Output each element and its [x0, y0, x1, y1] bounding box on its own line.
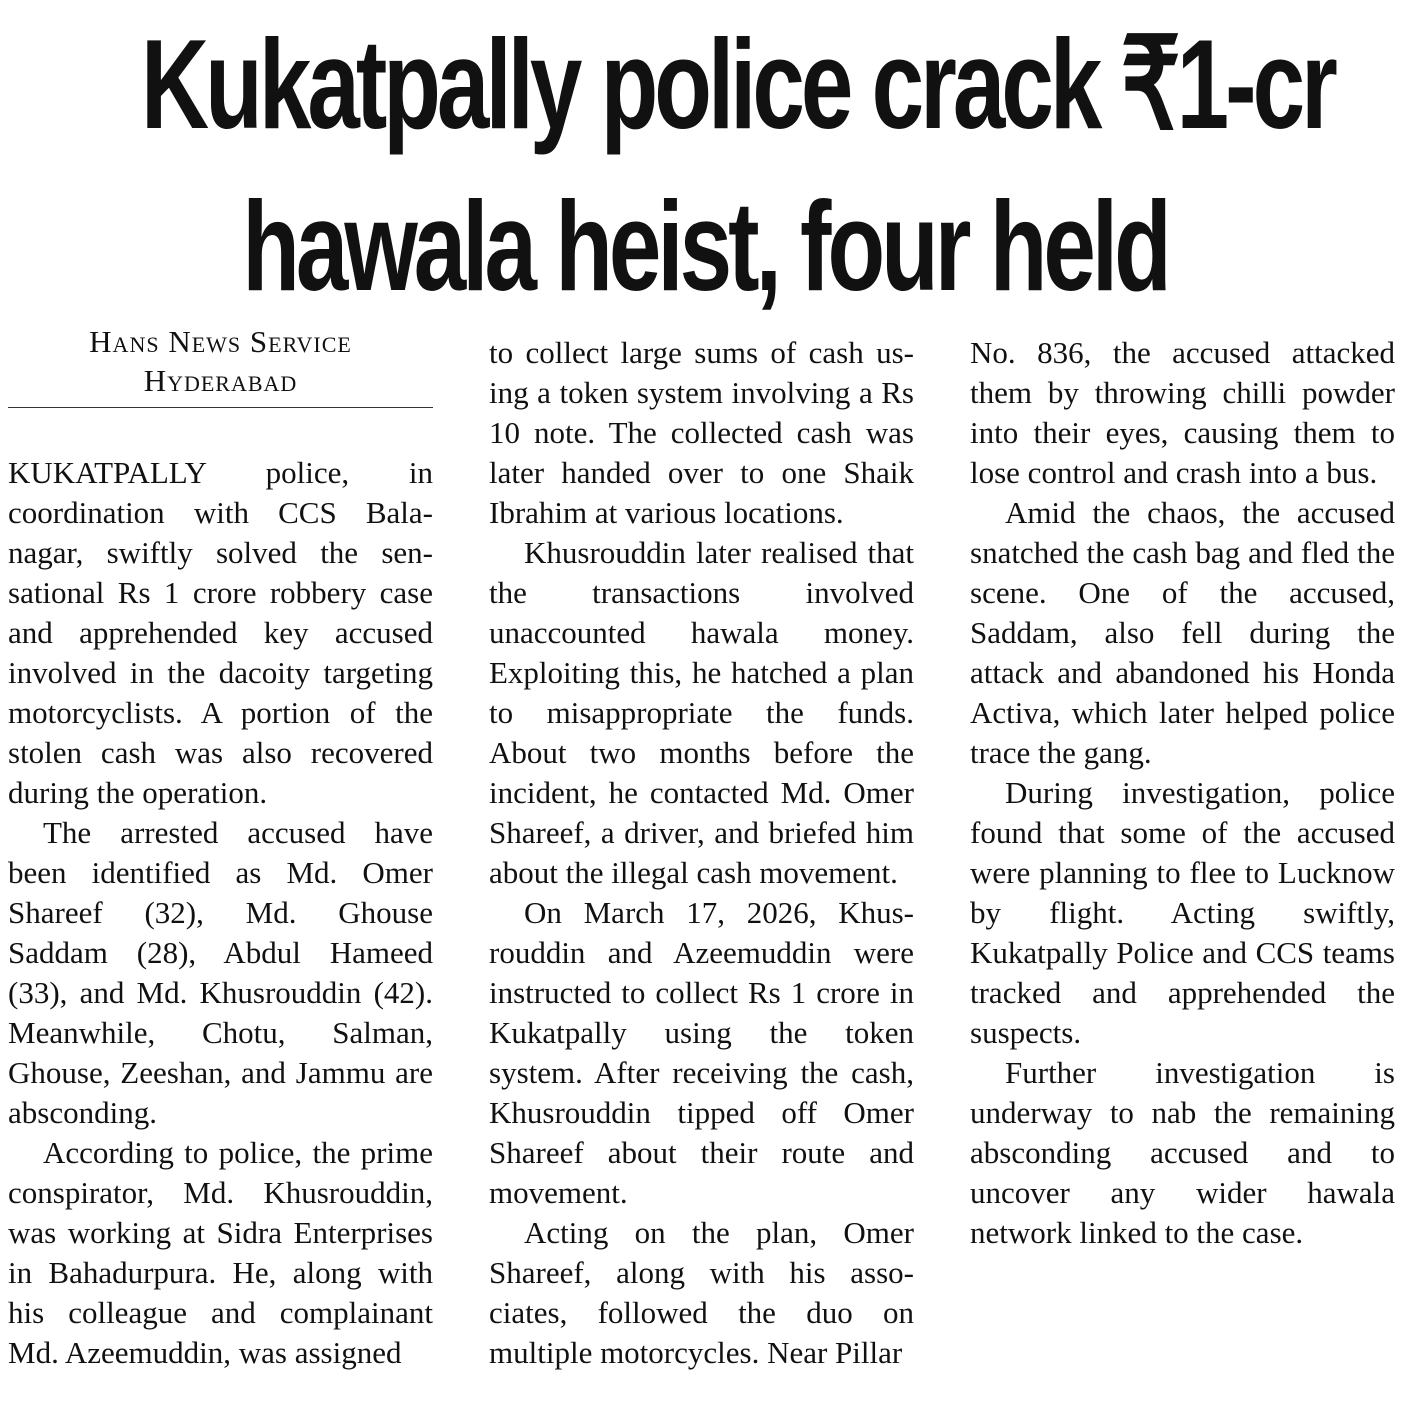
headline-line-1: Kukatpally police crack ₹1-cr — [141, 13, 1334, 157]
paragraph-conspirator-continued: to collect large sums of cash using a token system involving a Rs 10 note. The collected cash was later handed over to one Shaik Ibrahim at various locations. — [489, 335, 914, 530]
paragraph-conspirator: According to police, the prime conspirator, Md. Khusrouddin, was working at Sidra Enterprises in Bahadurpura. He, along with his colleague and complainant Md. Azeemuddin, was assigned — [8, 1135, 433, 1370]
paragraph-investigation: During investigation, police found that some of the accused were planning to flee to Lucknow by flight. Acting swiftly, Kukatpally Police and CCS teams tracked and apprehended the suspects. — [970, 775, 1395, 1050]
paragraph-march: On March 17, 2026, Khusrouddin and Azeemuddin were instructed to collect Rs 1 crore in Kukatpally using the token system. After receiving the cash, Khusrouddin tipped off Omer Shareef about their route and movement. — [489, 895, 914, 1210]
headline-line-2: hawala heist, four held — [242, 175, 1168, 319]
article-column-2 — [489, 333, 914, 1373]
paragraph-further: Further investigation is underway to nab the remaining absconding accused and to uncover any wider hawala network linked to the case. — [970, 1055, 1395, 1250]
paragraph-acting-continued: No. 836, the accused attacked them by throwing chilli powder into their eyes, causing them to lose control and crash into a bus. — [970, 335, 1395, 490]
article-column-1 — [8, 453, 433, 1373]
headline — [141, 4, 1334, 328]
paragraph-lead: KUKATPALLY police, in coordination with CCS Balanagar, swiftly solved the sensational Rs 1 crore robbery case and apprehended key accused involved in the dacoity targeting motorcyclists. A portion of the stolen cash was also recovered during the operation. — [8, 455, 433, 810]
byline-agency: Hans News Service — [89, 324, 352, 359]
paragraph-arrested: The arrested accused have been identified as Md. Omer Shareef (32), Md. Ghouse Saddam (28), Abdul Hameed (33), and Md. Khusrouddin (42). Meanwhile, Chotu, Salman, Ghouse, Zeeshan, and Jammu are absconding. — [8, 815, 433, 1130]
byline-city: Hyderabad — [143, 363, 298, 398]
paragraph-realised: Khusrouddin later realised that the transactions involved unaccounted hawala money. Exploiting this, he hatched a plan to misappropriate the funds. About two months before the incident, he contacted Md. Omer Shareef, a driver, and briefed him about the illegal cash movement. — [489, 535, 914, 890]
article-column-3 — [970, 333, 1395, 1253]
byline — [8, 322, 433, 400]
byline-divider — [8, 407, 433, 408]
paragraph-acting: Acting on the plan, Omer Shareef, along with his associates, followed the duo on multiple motorcycles. Near Pillar — [489, 1215, 914, 1370]
paragraph-chaos: Amid the chaos, the accused snatched the cash bag and fled the scene. One of the accused, Saddam, also fell during the attack and abandoned his Honda Activa, which later helped police trace the gang. — [970, 495, 1395, 770]
